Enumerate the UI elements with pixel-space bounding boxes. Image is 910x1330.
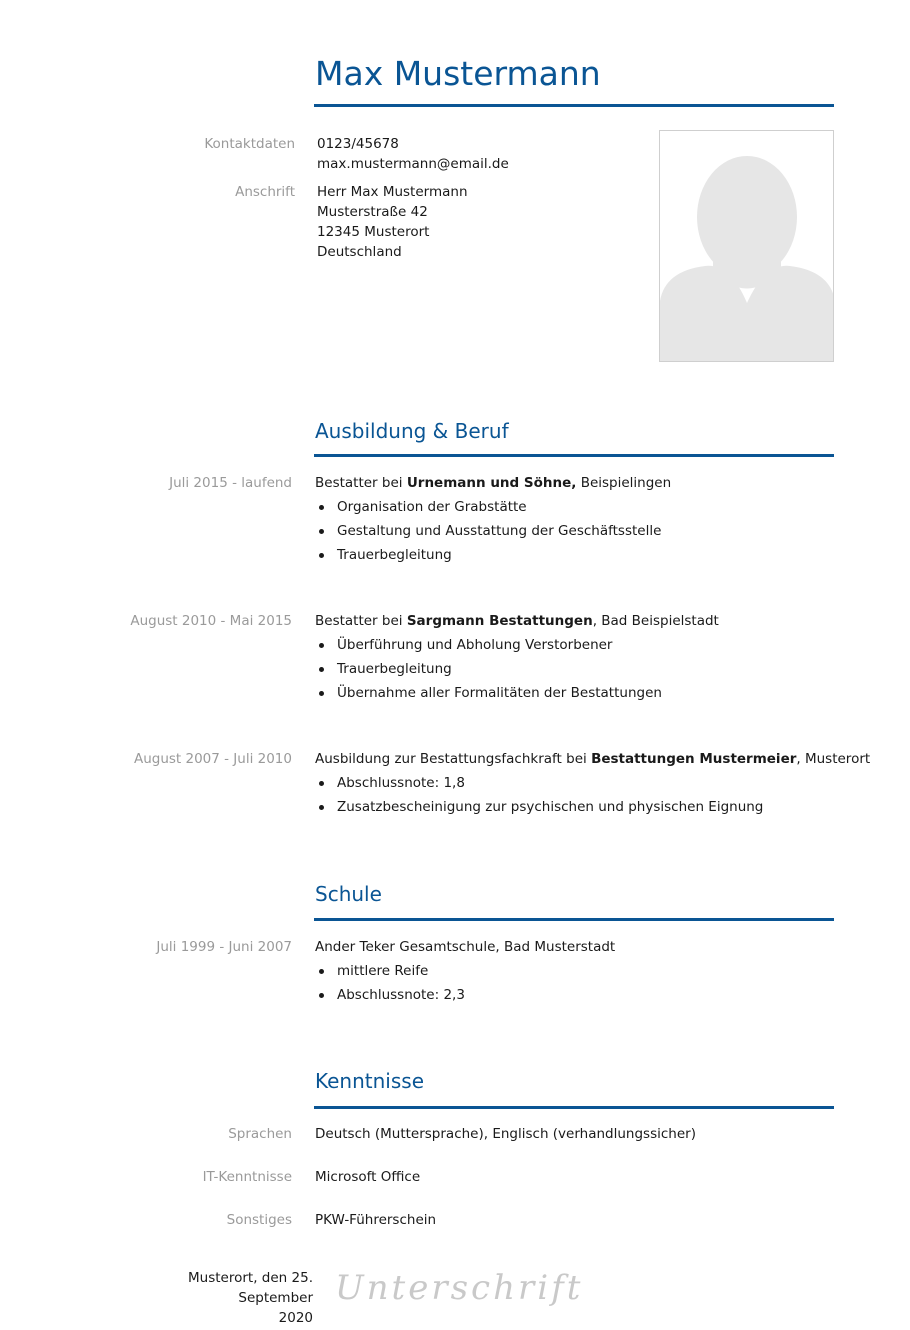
career-company: Sargmann Bestattungen: [406, 613, 593, 629]
list-item: Übernahme aller Formalitäten der Bestattungen: [337, 681, 662, 705]
career-title: [315, 749, 870, 769]
skill-label: Sprachen: [228, 1126, 292, 1142]
list-item: Organisation der Grabstätte: [337, 495, 661, 519]
career-role: Bestatter bei: [315, 475, 407, 491]
place-and-date: [113, 1268, 313, 1328]
skill-value: Microsoft Office: [315, 1169, 421, 1185]
address-block: [317, 182, 468, 262]
career-bullets: [337, 495, 661, 567]
address-line: Herr Max Mustermann: [317, 184, 468, 200]
skill-label: IT-Kenntnisse: [202, 1169, 292, 1185]
school-title: Ander Teker Gesamtschule, Bad Musterstadt: [315, 939, 616, 955]
list-item: Zusatzbescheinigung zur psychischen und physischen Eignung: [337, 795, 763, 819]
avatar-silhouette-icon: [660, 131, 834, 362]
career-title: [315, 611, 719, 631]
career-period: Juli 2015 - laufend: [169, 475, 292, 491]
career-period: August 2010 - Mai 2015: [130, 613, 292, 629]
profile-photo-placeholder: [659, 130, 834, 362]
career-role: Ausbildung zur Bestattungsfachkraft bei: [315, 751, 592, 767]
place-date-line: Musterort, den 25. September: [188, 1270, 313, 1306]
list-item: Abschlussnote: 2,3: [337, 983, 465, 1007]
career-company: Urnemann und Söhne,: [406, 475, 577, 491]
school-bullets: [337, 959, 465, 1007]
section-rule-career: [314, 454, 834, 457]
list-item: Abschlussnote: 1,8: [337, 771, 763, 795]
applicant-name: Max Mustermann: [315, 54, 601, 93]
career-place: , Bad Beispielstadt: [592, 613, 719, 629]
skill-value: Deutsch (Muttersprache), Englisch (verhandlungssicher): [315, 1126, 696, 1142]
career-bullets: [337, 633, 662, 705]
address-line: 12345 Musterort: [317, 224, 430, 240]
address-line: Deutschland: [317, 244, 402, 260]
list-item: mittlere Reife: [337, 959, 465, 983]
section-title-career: Ausbildung & Beruf: [315, 419, 509, 443]
header-rule: [314, 104, 834, 107]
address-label: Anschrift: [235, 184, 295, 200]
section-rule-skills: [314, 1106, 834, 1109]
section-title-skills: Kenntnisse: [315, 1069, 424, 1093]
career-place: Beispielingen: [576, 475, 672, 491]
contact-label: Kontaktdaten: [204, 136, 295, 152]
contact-block: [317, 134, 509, 174]
list-item: Überführung und Abholung Verstorbener: [337, 633, 662, 657]
career-place: , Musterort: [796, 751, 871, 767]
email-address: max.mustermann@email.de: [317, 156, 509, 172]
list-item: Trauerbegleitung: [337, 657, 662, 681]
address-line: Musterstraße 42: [317, 204, 428, 220]
career-bullets: [337, 771, 763, 819]
signature: Unterschrift: [335, 1268, 584, 1308]
phone-number: 0123/45678: [317, 136, 399, 152]
section-title-school: Schule: [315, 882, 382, 906]
section-rule-school: [314, 918, 834, 921]
career-period: August 2007 - Juli 2010: [133, 751, 292, 767]
list-item: Gestaltung und Ausstattung der Geschäftsstelle: [337, 519, 661, 543]
place-date-line: 2020: [278, 1310, 313, 1326]
career-company: Bestattungen Mustermeier: [591, 751, 797, 767]
school-period: Juli 1999 - Juni 2007: [156, 939, 292, 955]
career-title: [315, 473, 671, 493]
career-role: Bestatter bei: [315, 613, 407, 629]
skill-label: Sonstiges: [226, 1212, 292, 1228]
list-item: Trauerbegleitung: [337, 543, 661, 567]
skill-value: PKW-Führerschein: [315, 1212, 437, 1228]
